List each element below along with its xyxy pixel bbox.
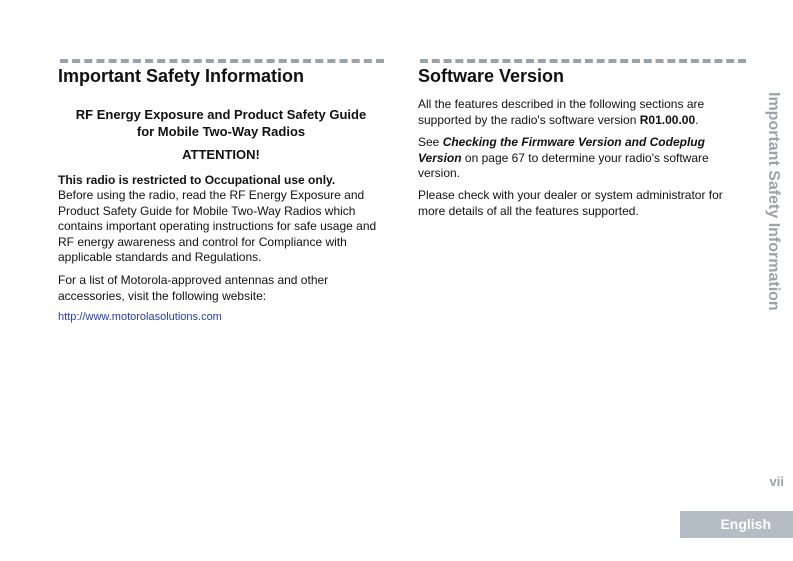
safety-heading: Important Safety Information [58,66,305,86]
software-version-period: . [695,112,699,127]
software-version-text: All the features described in the following sections are supported by the radio's software version [418,97,705,127]
firmware-section-reference[interactable]: Checking the Firmware Version and Codeplug Version [418,135,705,165]
software-version-paragraph [418,97,736,128]
guide-title-line2: for Mobile Two-Way Radios [136,124,306,139]
left-header-rule [60,59,384,63]
restricted-notice: This radio is restricted to Occupational use only. [58,173,336,187]
guide-title [58,106,384,140]
safety-paragraph: Before using the radio, read the RF Energy Exposure and Product Safety Guide for Mobile Two-Way Radios which contains important operating instructions for safe usage and RF energy awareness and control for Compliance with applicable standards and Regulations. [58,188,377,264]
page-reference-text: on page 67 to determine your radio's software version. [418,150,709,180]
guide-title-line1: RF Energy Exposure and Product Safety Guide [75,107,367,122]
side-section-tab [760,92,786,342]
software-version-heading: Software Version [418,66,565,86]
dealer-paragraph: Please check with your dealer or system administrator for more details of all the features supported. [418,188,723,218]
motorola-website-link[interactable]: http://www.motorolasolutions.com [58,311,222,323]
accessories-paragraph: For a list of Motorola-approved antennas and other accessories, visit the following website: [58,273,329,303]
side-section-label: Important Safety Information [765,92,782,311]
language-tab: English [680,511,793,538]
see-text: See [418,135,443,149]
software-version-number: R01.00.00 [639,112,696,127]
attention-label: ATTENTION! [182,147,260,162]
right-header-rule [420,59,746,63]
firmware-reference-paragraph [418,135,736,182]
page-number: vii [769,474,784,489]
